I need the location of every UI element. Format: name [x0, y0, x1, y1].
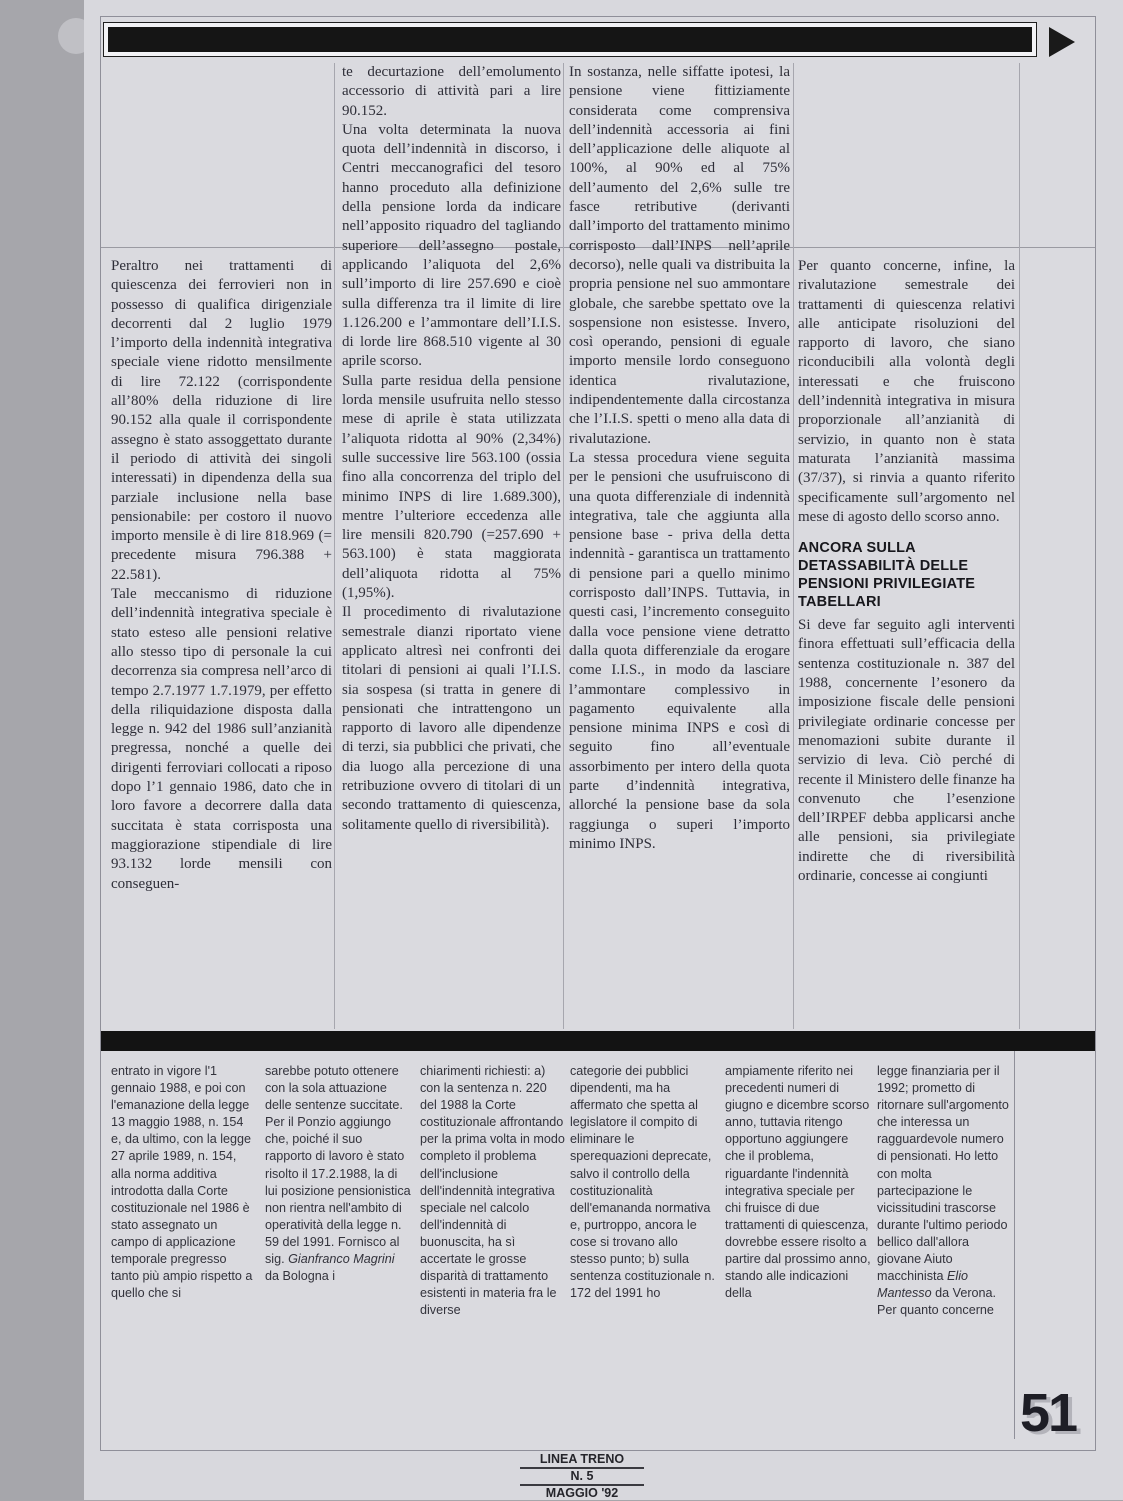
paragraph: Per quanto concerne, infine, la rivalutazione semestrale dei trattamenti di quiescenza relativi alle anticipate risoluzioni del rapporto di lavoro, che siano riconducibili alla volontà degli interessati e che fruiscono dell’indennità integrativa in misura proporzionale all’anzianità di servizio, in quanto non è stata maturata l’anzianità massima (37/37), si rinvia a quanto riferito specificamente sull’argomento nel mese di agosto dello scorso anno.: [798, 258, 1015, 525]
reader-name: Gianfranco Magrini: [288, 1252, 395, 1267]
letters-column-5: [725, 1063, 871, 1441]
paragraph: Peraltro nei trattamenti di quiescenza dei ferrovieri non in possesso di qualifica dirigenziale decorrenti dal 2 luglio 1979 l’importo della indennità integrativa speciale viene ridotto mensilmente di lire 72.122 (corrispondente all’80% della riduzione di lire 90.152 alla quale il corrispondente assegno è stato assoggettato durante il periodo di attività dei singoli interessati) in dipendenza della sua parziale inclusione nella base pensionabile: per costoro il nuovo importo mensile è di lire 818.969 (= precedente misura 796.388 + 22.581).: [111, 258, 332, 583]
column-divider-line: [334, 63, 335, 1029]
paragraph: [265, 1063, 411, 1285]
letters-column-3: [420, 1063, 566, 1441]
letters-column-4: [570, 1063, 716, 1441]
paragraph: La stessa procedura viene seguita per le pensioni che usufruiscono di una quota differenziale di indennità integrativa, tale che aggiunta alla pensione base - priva della detta indennità - garantisca un trattamento di pensione pari a quello minimo corrisposto dall’INPS. Tuttavia, in questi casi, l’incremento conseguito dalla voce pensione viene detratto dalla quota differenziale da erogare come I.I.S., in modo da lasciare l’ammontare complessivo in pagamento equivalente alla pensione minima INPS e così di seguito fino all’eventuale assorbimento per intero della quota parte d’indennità integrativa, allorché la pensione base da sola raggiunga o superi l’importo minimo INPS.: [569, 449, 790, 852]
letters-column-1: [111, 1063, 257, 1441]
reader-name: Elio Mantesso: [877, 1269, 968, 1301]
text-run: categorie dei pubblici dipendenti, ma ha affermato che spetta al legislatore il compito di eliminare le sperequazioni deprecate, salvo il controllo della costituzionalità dell'emananda normativa e, purtroppo, ancora le cose si trovano allo stesso punto; b) sulla sentenza costituzionale n. 172 del 1991 ho: [570, 1064, 715, 1301]
text-run: da Verona. Per quanto concerne: [877, 1286, 997, 1318]
paragraph: Una volta determinata la nuova quota dell’indennità in discorso, i Centri meccanografici del tesoro hanno proceduto alla definizione della pensione lorda da indicare nell’apposito riquadro del tagliando superiore dell’assegno postale, applicando l’aliquota del 2,6% sull’importo di lire 257.690 e cioè sulla differenza tra il limite di lire 1.126.200 e l’ammontare dell’I.I.S. di lorde lire 868.510 vigente al 30 aprile scorso.: [342, 121, 561, 370]
paragraph: In sostanza, nelle siffatte ipotesi, la pensione viene fittiziamente considerata come comprensiva dell’indennità accessoria ai fini dell’applicazione delle aliquote al 100%, al 90% ed al 75% dell’aumento del 2,6% sulle tre fasce retributive (derivanti dall’importo del trattamento minimo corrisposto dall’INPS nell’aprile decorso), nelle quali va distribuita la propria pensione nel suo ammontare globale, che sarebbe spettato ove la sospensione non esistesse. Invero, così operando, pensioni di eguale importo mensile lordo conseguono identica rivalutazione, indipendentemente dalla circostanza che l’I.I.S. spetti o meno alla data di rivalutazione.: [569, 64, 790, 447]
footer-issue: N. 5: [520, 1469, 644, 1486]
section-heading: ANCORA SULLA DETASSABILITÀ DELLE PENSIONI PRIVILEGIATE TABELLARI: [798, 540, 976, 611]
top-black-bar: [108, 27, 1032, 52]
paragraph: [725, 1063, 871, 1302]
article-column-3: [569, 63, 790, 1029]
paragraph: Tale meccanismo di riduzione dell’indennità integrativa speciale è stato esteso alle pensioni relative allo stesso tipo di personale la cui decorrenza sia compresa nell’arco di tempo 2.7.1977 1.7.1979, per effetto della riliquidazione disposta dalla legge n. 942 del 1986 sull’anzianità pregressa, nonché a quelle dei dirigenti ferroviari collocati a riposo dopo l’1 gennaio 1986, dato che in loro favore a decorrere dalla data succitata è stata corrisposta una maggiorazione stipendiale di lire 93.132 lorde mensili con conseguen-: [111, 586, 332, 892]
text-run: legge finanziaria per il 1992; prometto di ritornare sull'argomento che interessa un ragguardevole numero di pensionati. Ho letto con molta partecipazione le vicissitudini trascorse durante l'ultimo periodo bellico dall'allora giovane Aiuto macchinista: [877, 1064, 1009, 1284]
column-divider-line: [1019, 63, 1020, 1029]
article-column-1: [111, 257, 332, 1029]
article-column-2: [342, 63, 561, 1029]
page-number: 51: [1020, 1383, 1077, 1443]
top-rule-frame: [103, 22, 1037, 57]
column-divider-line: [563, 63, 564, 1029]
paragraph: te decurtazione dell’emolumento accessorio di attività pari a lire 90.152.: [342, 64, 561, 119]
letters-column-6: [877, 1063, 1015, 1441]
right-arrow-icon: [1049, 27, 1075, 57]
page-content-frame: [100, 16, 1096, 1451]
paragraph: [111, 1063, 257, 1302]
footer-colophon: [512, 1452, 652, 1501]
paragraph: [420, 1063, 566, 1319]
text-run: sarebbe potuto ottenere con la sola attuazione delle sentenze succitate. Per il Ponzio aggiungo che, poiché il suo rapporto di lavoro è stato risolto il 17.2.1988, la di lui posizione pensionistica non rientra nell'ambito di operatività della legge n. 59 del 1991. Fornisco al sig.: [265, 1064, 411, 1267]
text-run: entrato in vigore l'1 gennaio 1988, e poi con l'emanazione della legge 13 maggio 1988, n. 154 e, da ultimo, con la legge 27 aprile 1989, n. 154, alla norma additiva introdotta dalla Corte costituzionale nel 1986 è stato assegnato un campo di applicazione temporale pregresso tanto più ampio rispetto a quello che si: [111, 1064, 253, 1301]
paragraph: Sulla parte residua della pensione lorda mensile usufruita nello stesso mese di aprile è stata utilizzata l’aliquota ridotta al 90% (2,34%) sulle successive lire 563.100 (ossia fino alla concorrenza del triplo del minimo INPS di lire 1.689.300), mentre l’ulteriore eccedenza alle lire mensili 820.790 (=257.690 + 563.100) è stata maggiorata dell’aliquota ridotta al 75% (1,95%).: [342, 372, 561, 602]
letters-column-2: [265, 1063, 411, 1441]
column-divider-line: [793, 63, 794, 1029]
footer-date: MAGGIO '92: [545, 1486, 619, 1500]
paragraph: Il procedimento di rivalutazione semestrale dianzi riportato viene applicato altresì nei confronti dei titolari di pensioni ai quali l’I.I.S. sia sospesa (si tratta in genere di pensionati che intrattengono un rapporto di lavoro alle dipendenze di terzi, sia pubblici che privati, che dia luogo alla percezione di una retribuzione ovvero di titolari di un secondo trattamento di quiescenza, solitamente quello di riversibilità).: [342, 604, 561, 833]
footer-publication: LINEA TRENO: [520, 1452, 644, 1469]
article-column-4: [798, 257, 1015, 1031]
text-run: chiarimenti richiesti: a) con la sentenza n. 220 del 1988 la Corte costituzionale affrontando per la prima volta in modo completo il problema dell'inclusione dell'indennità integrativa speciale nel calcolo dell'indennità di buonuscita, ha sì accertate le grosse disparità di trattamento esistenti in materia fra le diverse: [420, 1064, 565, 1318]
paragraph: [570, 1063, 716, 1302]
text-run: da Bologna i: [265, 1269, 336, 1284]
section-divider-bar: [101, 1031, 1095, 1051]
paragraph: Si deve far seguito agli interventi finora effettuati sull’efficacia della sentenza costituzionale n. 387 del 1988, concernente l’esonero da imposizione fiscale delle pensioni privilegiate ordinarie concesse per menomazioni subite durante il servizio di leva. Ciò perché di recente il Ministero delle finanze ha convenuto che l’esenzione dell’IRPEF debba applicarsi anche alle pensioni, sia privilegiate indirette che di riversibilità ordinarie, concesse ai congiunti: [798, 617, 1015, 885]
text-run: ampiamente riferito nei precedenti numeri di giugno e dicembre scorso anno, tuttavia ritengo opportuno aggiungere che il problema, riguardante l'indennità integrativa speciale per chi fruisce di due trattamenti di quiescenza, dovrebbe essere risolto a partire dal prossimo anno, stando alle indicazioni della: [725, 1064, 871, 1301]
paragraph: [877, 1063, 1015, 1319]
